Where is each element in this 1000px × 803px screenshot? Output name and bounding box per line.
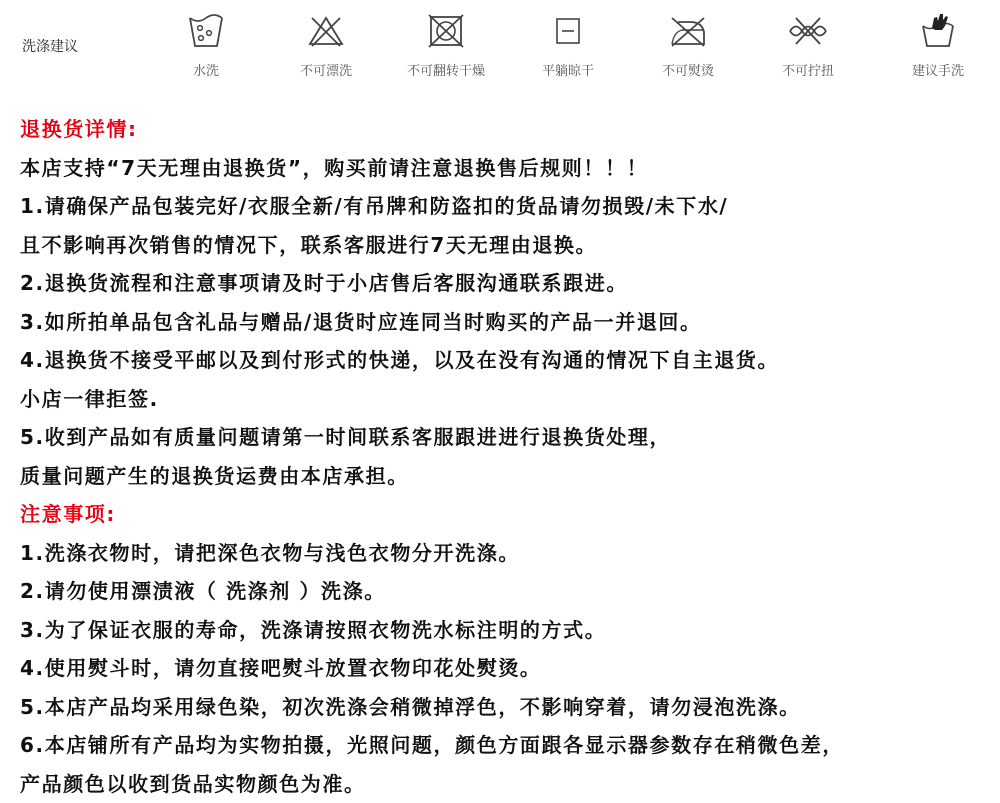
care-label: 不可拧扭 bbox=[748, 60, 868, 79]
no-bleach-icon bbox=[306, 12, 346, 50]
wash-tub-icon bbox=[186, 12, 226, 50]
returns-line: 4.退换货不接受平邮以及到付形式的快递，以及在没有沟通的情况下自主退货。 bbox=[20, 341, 985, 380]
care-item-no-bleach bbox=[266, 12, 386, 79]
returns-line: 小店一律拒签. bbox=[20, 380, 985, 419]
notes-heading: 注意事项: bbox=[20, 495, 985, 534]
care-item-hand-wash bbox=[878, 12, 998, 79]
care-item-dry-flat bbox=[508, 12, 628, 79]
returns-line: 2.退换货流程和注意事项请及时于小店售后客服沟通联系跟进。 bbox=[20, 264, 985, 303]
care-label: 不可翻转干燥 bbox=[386, 60, 506, 79]
no-tumble-dry-icon bbox=[426, 12, 466, 50]
care-label: 水洗 bbox=[146, 60, 266, 79]
care-item-wash bbox=[146, 12, 266, 79]
returns-line: 质量问题产生的退换货运费由本店承担。 bbox=[20, 457, 985, 496]
no-wring-icon bbox=[788, 12, 828, 50]
notes-line: 6.本店铺所有产品均为实物拍摄，光照问题，颜色方面跟各显示器参数存在稍微色差， bbox=[20, 726, 985, 765]
notes-line: 4.使用熨斗时，请勿直接吧熨斗放置衣物印花处熨烫。 bbox=[20, 649, 985, 688]
hand-wash-icon bbox=[918, 12, 958, 50]
care-item-no-wring bbox=[748, 12, 868, 79]
care-item-no-tumble-dry bbox=[386, 12, 506, 79]
care-label: 不可漂洗 bbox=[266, 60, 386, 79]
policy-content bbox=[20, 110, 985, 803]
returns-line: 且不影响再次销售的情况下，联系客服进行7天无理由退换。 bbox=[20, 226, 985, 265]
notes-line: 2.请勿使用漂渍液（ 洗涤剂 ）洗涤。 bbox=[20, 572, 985, 611]
care-instructions-bar bbox=[0, 0, 1000, 92]
care-title: 洗涤建议 bbox=[22, 36, 78, 56]
returns-line: 1.请确保产品包装完好/衣服全新/有吊牌和防盗扣的货品请勿损毁/未下水/ bbox=[20, 187, 985, 226]
notes-line: 3.为了保证衣服的寿命，洗涤请按照衣物洗水标注明的方式。 bbox=[20, 611, 985, 650]
care-item-no-iron bbox=[628, 12, 748, 79]
notes-line: 产品颜色以收到货品实物颜色为准。 bbox=[20, 765, 985, 803]
care-label: 不可熨烫 bbox=[628, 60, 748, 79]
dry-flat-icon bbox=[548, 12, 588, 50]
returns-heading: 退换货详情: bbox=[20, 110, 985, 149]
care-label: 建议手洗 bbox=[878, 60, 998, 79]
returns-line: 5.收到产品如有质量问题请第一时间联系客服跟进进行退换货处理， bbox=[20, 418, 985, 457]
no-iron-icon bbox=[668, 12, 708, 50]
notes-line: 1.洗涤衣物时，请把深色衣物与浅色衣物分开洗涤。 bbox=[20, 534, 985, 573]
care-label: 平躺晾干 bbox=[508, 60, 628, 79]
notes-line: 5.本店产品均采用绿色染，初次洗涤会稍微掉浮色，不影响穿着，请勿浸泡洗涤。 bbox=[20, 688, 985, 727]
returns-line: 本店支持“7天无理由退换货”，购买前请注意退换售后规则！！！ bbox=[20, 149, 985, 188]
returns-line: 3.如所拍单品包含礼品与赠品/退货时应连同当时购买的产品一并退回。 bbox=[20, 303, 985, 342]
